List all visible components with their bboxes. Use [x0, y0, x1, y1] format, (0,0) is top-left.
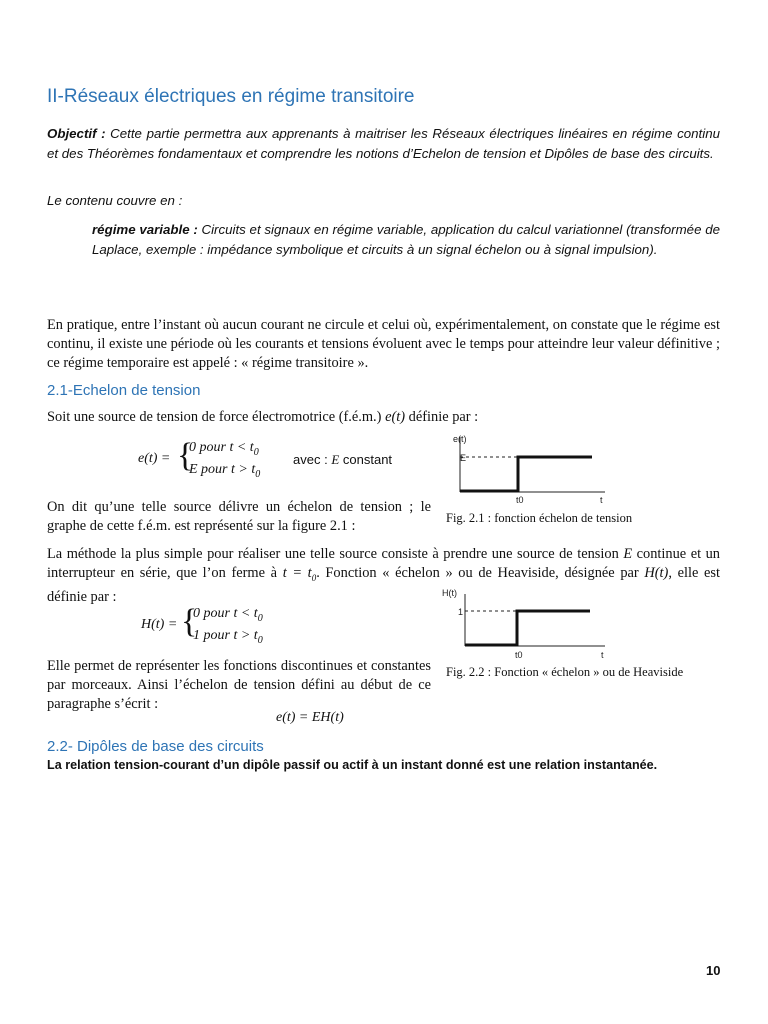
eq1-brace: {: [177, 437, 194, 474]
regime-paragraph: [92, 220, 720, 259]
section-2-1-lead: [47, 408, 478, 427]
objective-paragraph: [47, 124, 720, 163]
y-label: H(t): [442, 588, 457, 598]
para2-H: H(t): [644, 565, 669, 581]
figure-2-1-caption: Fig. 2.1 : fonction échelon de tension: [446, 511, 633, 525]
equation-heaviside: [138, 602, 338, 652]
t0-label: t0: [516, 495, 524, 505]
paragraph-morceaux: Elle permet de représenter les fonctions discontinues et constantes par morceaux. Ainsi l’échelon de tension défini au début de ce paragraphe s’écrit :: [47, 658, 431, 712]
figure-2-1-step-graph: [440, 430, 620, 510]
eq2-case2: 1 pour $t > t_0$: [193, 628, 263, 646]
lead-end: définie par :: [408, 409, 479, 425]
section-2-2-title: 2.2- Dipôles de base des circuits: [47, 738, 264, 755]
step-curve: [465, 611, 590, 645]
eq2-brace: {: [181, 603, 198, 640]
lead-text: Soit une source de tension de force électromotrice (f.é.m.): [47, 409, 382, 425]
para2-t0: $t = t_0$: [282, 565, 317, 583]
para2-b: continue et un interrupteur en série, que l’on ferme à: [47, 546, 721, 581]
lead-variable: e(t): [385, 409, 406, 425]
regime-label: régime variable :: [92, 222, 198, 237]
equation-step: [135, 436, 425, 486]
eq2-case1: 0 pour $t < t_0$: [193, 606, 263, 624]
t0-label: t0: [515, 650, 523, 660]
level-label: 1: [458, 607, 464, 617]
intro-paragraph: En pratique, entre l’instant où aucun courant ne circule et celui où, expérimentalement, on constate que le régime est continu, il existe une période où les courants et tensions évoluent avec le temps pour atteindre leur valeur définitive ; ce régime temporaire est appelé : « régime transitoire ».: [47, 317, 720, 371]
para2-c: . Fonction « échelon » ou de Heaviside, désignée par: [316, 565, 639, 581]
page-number: 10: [706, 963, 721, 978]
section-2-2-text: La relation tension-courant d’un dipôle passif ou actif à un instant donné est une relation instantanée.: [47, 758, 658, 772]
figure-2-2-caption: Fig. 2.2 : Fonction « échelon » ou de Heaviside: [446, 665, 684, 679]
eq1-case2: E pour $t > t_0$: [189, 462, 261, 480]
regime-text: Circuits et signaux en régime variable, application du calcul variationnel (transformée de Laplace, exemple : impédance symbolique et circuits à un signal échelon ou à signal impulsion).: [92, 222, 720, 257]
eq2-lhs: H(t) =: [141, 617, 178, 632]
t-label: t: [600, 495, 603, 505]
para2-E: E: [623, 546, 633, 562]
y-label: e(t): [453, 434, 467, 444]
para2-a: La méthode la plus simple pour réaliser une telle source consiste à prendre une source de tension: [47, 546, 619, 562]
level-label: E: [460, 453, 467, 463]
para2-d: ,: [668, 565, 672, 581]
equation-eh: e(t) = EH(t): [276, 710, 344, 725]
eq1-avec: avec : E constant: [293, 452, 393, 467]
objective-text: Cette partie permettra aux apprenants à maitriser les Réseaux électriques linéaires en régime continu et des Théorèmes fondamentaux et comprendre les notions d’Echelon de tension et Dipôles de base des circuits.: [47, 126, 720, 161]
content-intro: Le contenu couvre en :: [47, 193, 183, 208]
eq1-case1: 0 pour $t < t_0$: [189, 440, 259, 458]
para2-e: elle est définie par :: [47, 565, 721, 605]
paragraph-echelon: On dit qu’une telle source délivre un échelon de tension ; le graphe de cette f.é.m. est représenté sur la figure 2.1 :: [47, 499, 431, 534]
page-title: II-Réseaux électriques en régime transitoire: [47, 86, 415, 107]
figure-2-2-heaviside-graph: [440, 584, 620, 664]
eq1-lhs: e(t) =: [138, 451, 171, 466]
section-2-1-title: 2.1-Echelon de tension: [47, 382, 201, 399]
step-curve: [460, 457, 592, 491]
t-label: t: [601, 650, 604, 660]
objective-label: Objectif :: [47, 126, 106, 141]
